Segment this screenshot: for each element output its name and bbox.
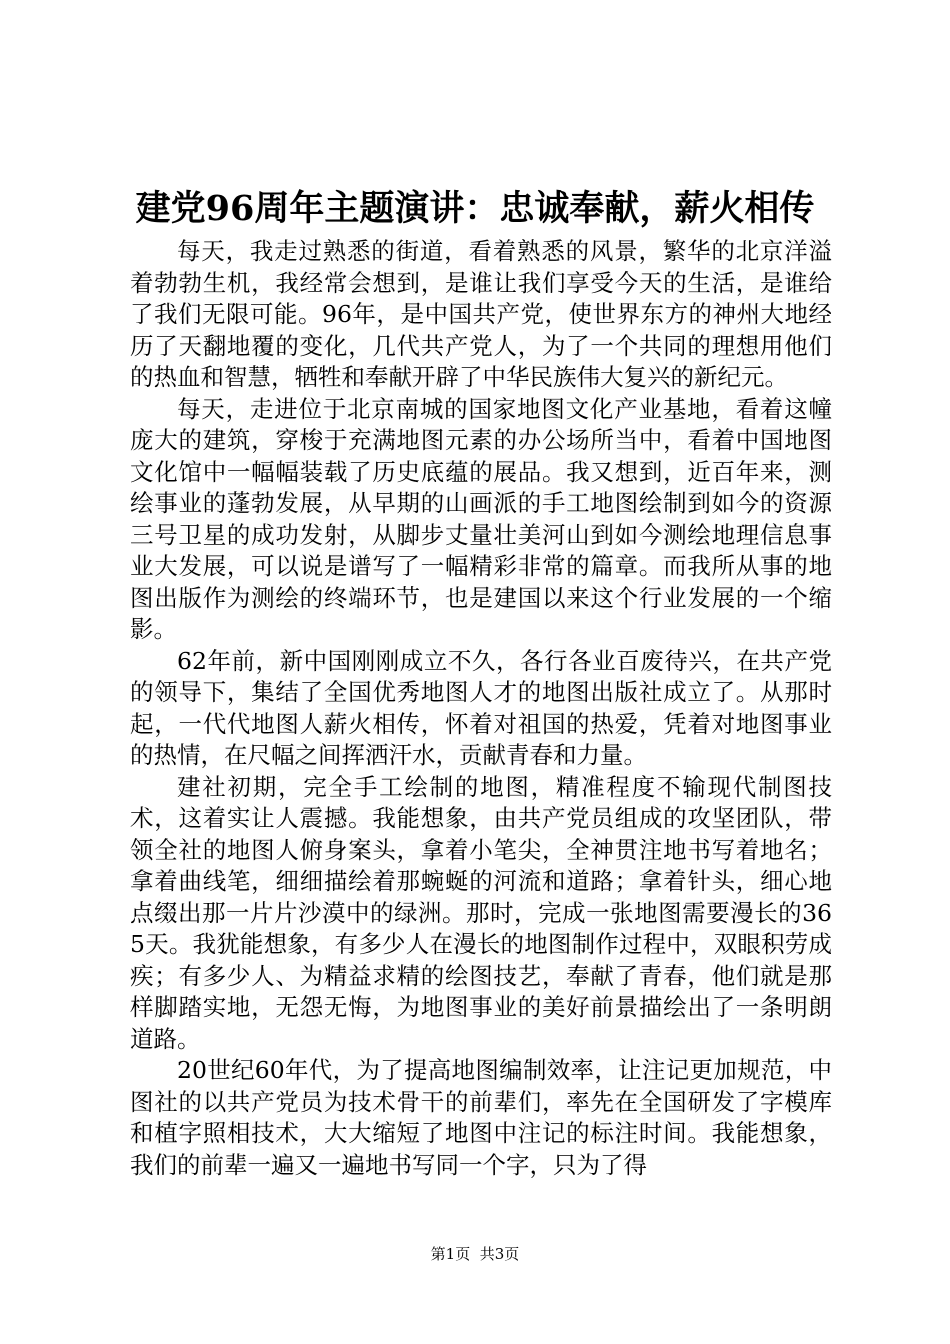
paragraph: 建社初期，完全手工绘制的地图，精准程度不输现代制图技术，这着实让人震撼。我能想象，由共产党员组成的攻坚团队，带领全社的地图人俯身案头，拿着小笔尖，全神贯注地书写着地名；拿着曲线笔，细细描绘着那蜿蜒的河流和道路；拿着针头，细心地点缀出那一片片沙漠中的绿洲。那时，完成一张地图需要漫长的365天。我犹能想象，有多少人在漫长的地图制作过程中，双眼积劳成疾；有多少人、为精益求精的绘图技艺，奉献了青春，他们就是那样脚踏实地，无怨无悔，为地图事业的美好前景描绘出了一条明朗道路。 <box>130 772 832 1053</box>
page-number: 第1页 <box>430 1245 471 1263</box>
paragraph: 20世纪60年代，为了提高地图编制效率，让注记更加规范，中图社的以共产党员为技术骨干的前辈们，率先在全国研发了字模库和植字照相技术，大大缩短了地图中注记的标注时间。我能想象，我们的前辈一遍又一遍地书写同一个字，只为了得 <box>130 1056 832 1179</box>
paragraph: 每天，我走过熟悉的街道，看着熟悉的风景，繁华的北京洋溢着勃勃生机，我经常会想到，是谁让我们享受今天的生活，是谁给了我们无限可能。96年，是中国共产党，使世界东方的神州大地经历了天翻地覆的变化，几代共产党人，为了一个共同的理想用他们的热血和智慧，牺牲和奉献开辟了中华民族伟大复兴的新纪元。 <box>130 237 832 391</box>
page-footer <box>0 1244 950 1264</box>
document-body <box>130 236 832 1181</box>
paragraph: 每天，走进位于北京南城的国家地图文化产业基地，看着这幢庞大的建筑，穿梭于充满地图元素的办公场所当中，看着中国地图文化馆中一幅幅装载了历史底蕴的展品。我又想到，近百年来，测绘事业的蓬勃发展，从早期的山画派的手工地图绘制到如今的资源三号卫星的成功发射，从脚步丈量壮美河山到如今测绘地理信息事业大发展，可以说是谱写了一幅精彩非常的篇章。而我所从事的地图出版作为测绘的终端环节，也是建国以来这个行业发展的一个缩影。 <box>130 394 832 643</box>
page-total: 共3页 <box>479 1245 520 1263</box>
paragraph: 62年前，新中国刚刚成立不久，各行各业百废待兴，在共产党的领导下，集结了全国优秀地图人才的地图出版社成立了。从那时起，一代代地图人薪火相传，怀着对祖国的热爱，凭着对地图事业的热情，在尺幅之间挥洒汗水，贡献青春和力量。 <box>130 646 832 769</box>
document-title: 建党96周年主题演讲：忠诚奉献，薪火相传 <box>135 188 815 229</box>
